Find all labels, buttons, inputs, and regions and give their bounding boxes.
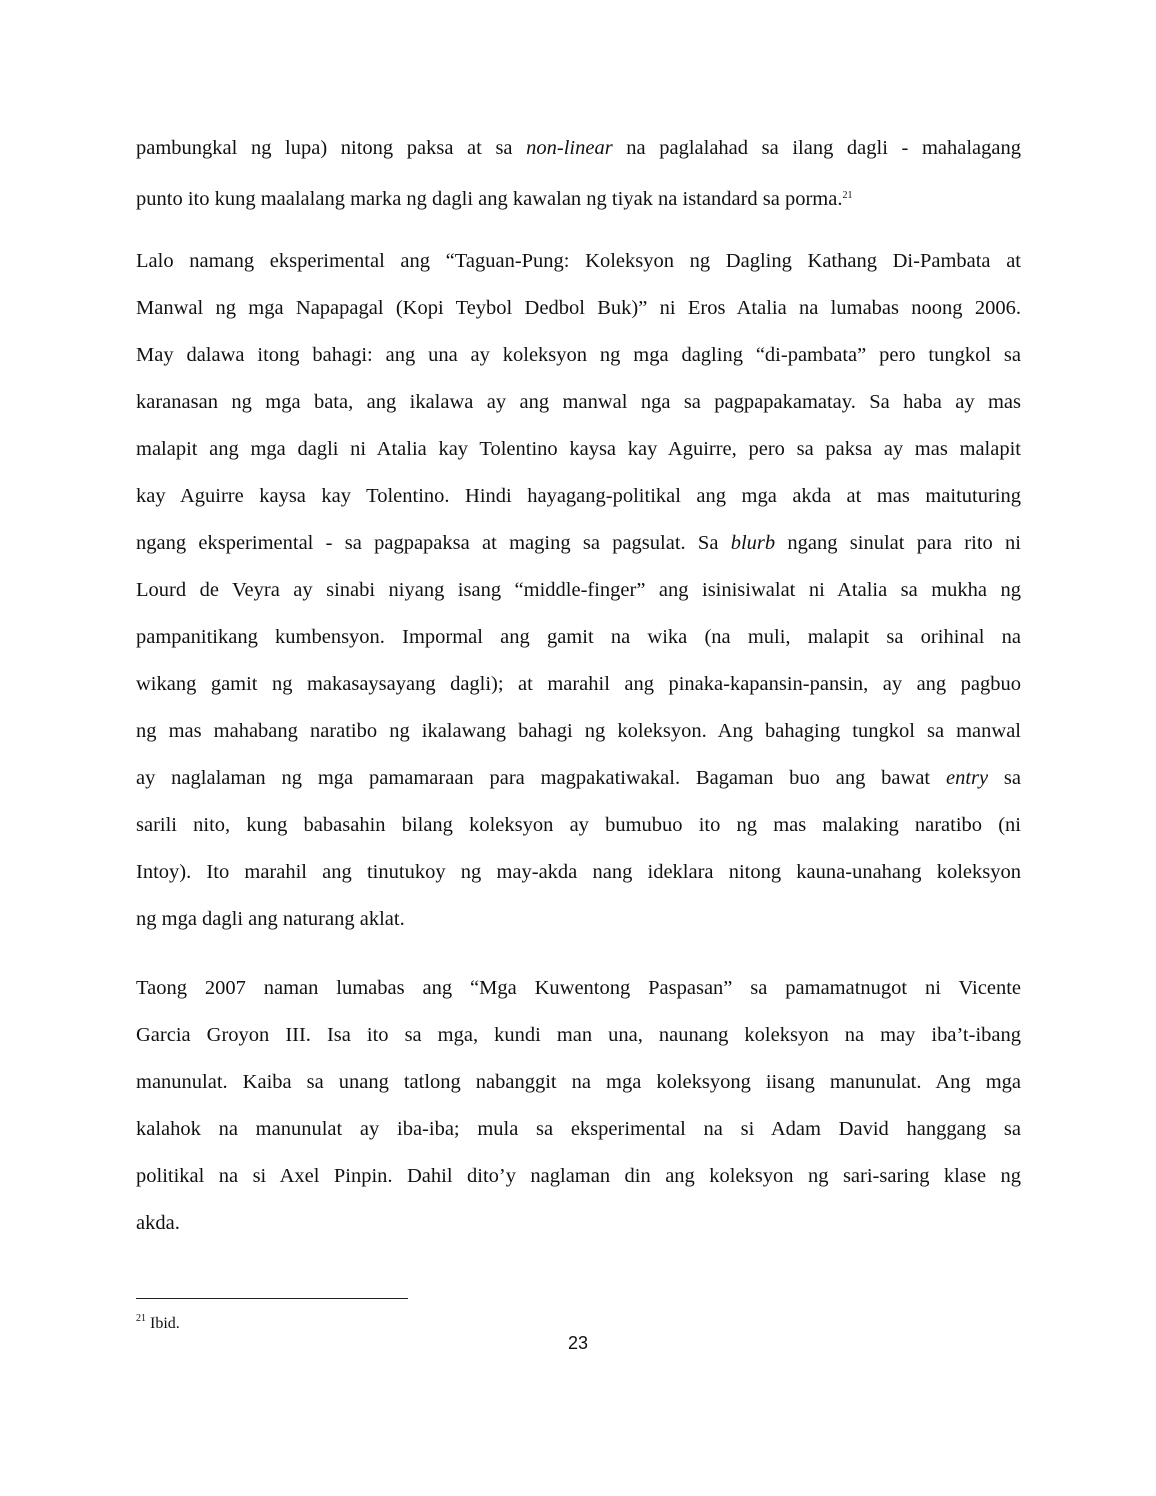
- text-line: May dalawa itong bahagi: ang una ay koleksyon ng mga dagling “di-pambata” pero tungkol sa: [136, 344, 1021, 366]
- text-line: Lalo namang eksperimental ang “Taguan-Pung: Koleksyon ng Dagling Kathang Di-Pambata at: [136, 250, 1021, 272]
- italic-term: non-linear: [526, 137, 613, 159]
- text-line: pambungkal ng lupa) nitong paksa at sa non-linear na paglalahad sa ilang dagli - mahalagang: [136, 137, 1021, 159]
- paragraph-1: [136, 125, 1021, 219]
- text-line: kay Aguirre kaysa kay Tolentino. Hindi hayagang-politikal ang mga akda at mas maituturing: [136, 485, 1021, 507]
- footnote-reference: 21: [842, 190, 853, 201]
- footnote: [136, 1308, 180, 1335]
- text-line: Taong 2007 naman lumabas ang “Mga Kuwentong Paspasan” sa pamamatnugot ni Vicente: [136, 977, 1021, 999]
- footnote-separator: [136, 1298, 408, 1299]
- text-line: ay naglalaman ng mga pamamaraan para magpakatiwakal. Bagaman buo ang bawat entry sa: [136, 767, 1022, 789]
- italic-term: blurb: [730, 532, 776, 554]
- italic-term: entry: [945, 767, 989, 789]
- text-line: pampanitikang kumbensyon. Impormal ang gamit na wika (na muli, malapit sa orihinal na: [136, 626, 1021, 648]
- page-number: 23: [567, 1333, 589, 1353]
- paragraph-2: [136, 238, 1021, 943]
- text-line: akda.: [136, 1212, 180, 1234]
- text-line: Garcia Groyon III. Isa ito sa mga, kundi man una, naunang koleksyon na may iba’t-ibang: [136, 1024, 1021, 1046]
- text-line: ng mas mahabang naratibo ng ikalawang bahagi ng koleksyon. Ang bahaging tungkol sa manwal: [136, 720, 1021, 742]
- text-line: karanasan ng mga bata, ang ikalawa ay ang manwal nga sa pagpapakamatay. Sa haba ay mas: [136, 391, 1021, 413]
- text-line: Intoy). Ito marahil ang tinutukoy ng may-akda nang ideklara nitong kauna-unahang koleksyon: [136, 861, 1021, 883]
- text-line: punto ito kung maalalang marka ng dagli ang kawalan ng tiyak na istandard sa porma.$^{21}$: [136, 188, 853, 210]
- text-line: Lourd de Veyra ay sinabi niyang isang “middle-finger” ang isinisiwalat ni Atalia sa mukha ng: [136, 579, 1021, 601]
- text-line: ngang eksperimental - sa pagpapaksa at maging sa pagsulat. Sa blurb ngang sinulat para rito ni: [136, 532, 1021, 554]
- paragraph-3: [136, 965, 1021, 1247]
- text-line: wikang gamit ng makasaysayang dagli); at marahil ang pinaka-kapansin-pansin, ay ang pagbuo: [136, 673, 1021, 695]
- text-line: kalahok na manunulat ay iba-iba; mula sa eksperimental na si Adam David hanggang sa: [136, 1118, 1021, 1140]
- text-line: ng mga dagli ang naturang aklat.: [136, 908, 405, 930]
- text-line: Manwal ng mga Napapagal (Kopi Teybol Dedbol Buk)” ni Eros Atalia na lumabas noong 2006.: [136, 297, 1021, 319]
- text-line: manunulat. Kaiba sa unang tatlong nabanggit na mga koleksyong iisang manunulat. Ang mga: [136, 1071, 1021, 1093]
- footnote-text: Ibid.: [150, 1315, 180, 1332]
- text-line: sarili nito, kung babasahin bilang koleksyon ay bumubuo ito ng mas malaking naratibo (ni: [136, 814, 1021, 836]
- footnote-number: 21: [136, 1313, 146, 1324]
- text-line: politikal na si Axel Pinpin. Dahil dito’y naglaman din ang koleksyon ng sari-saring klase ng: [136, 1165, 1021, 1187]
- text-line: malapit ang mga dagli ni Atalia kay Tolentino kaysa kay Aguirre, pero sa paksa ay mas malapit: [136, 438, 1021, 460]
